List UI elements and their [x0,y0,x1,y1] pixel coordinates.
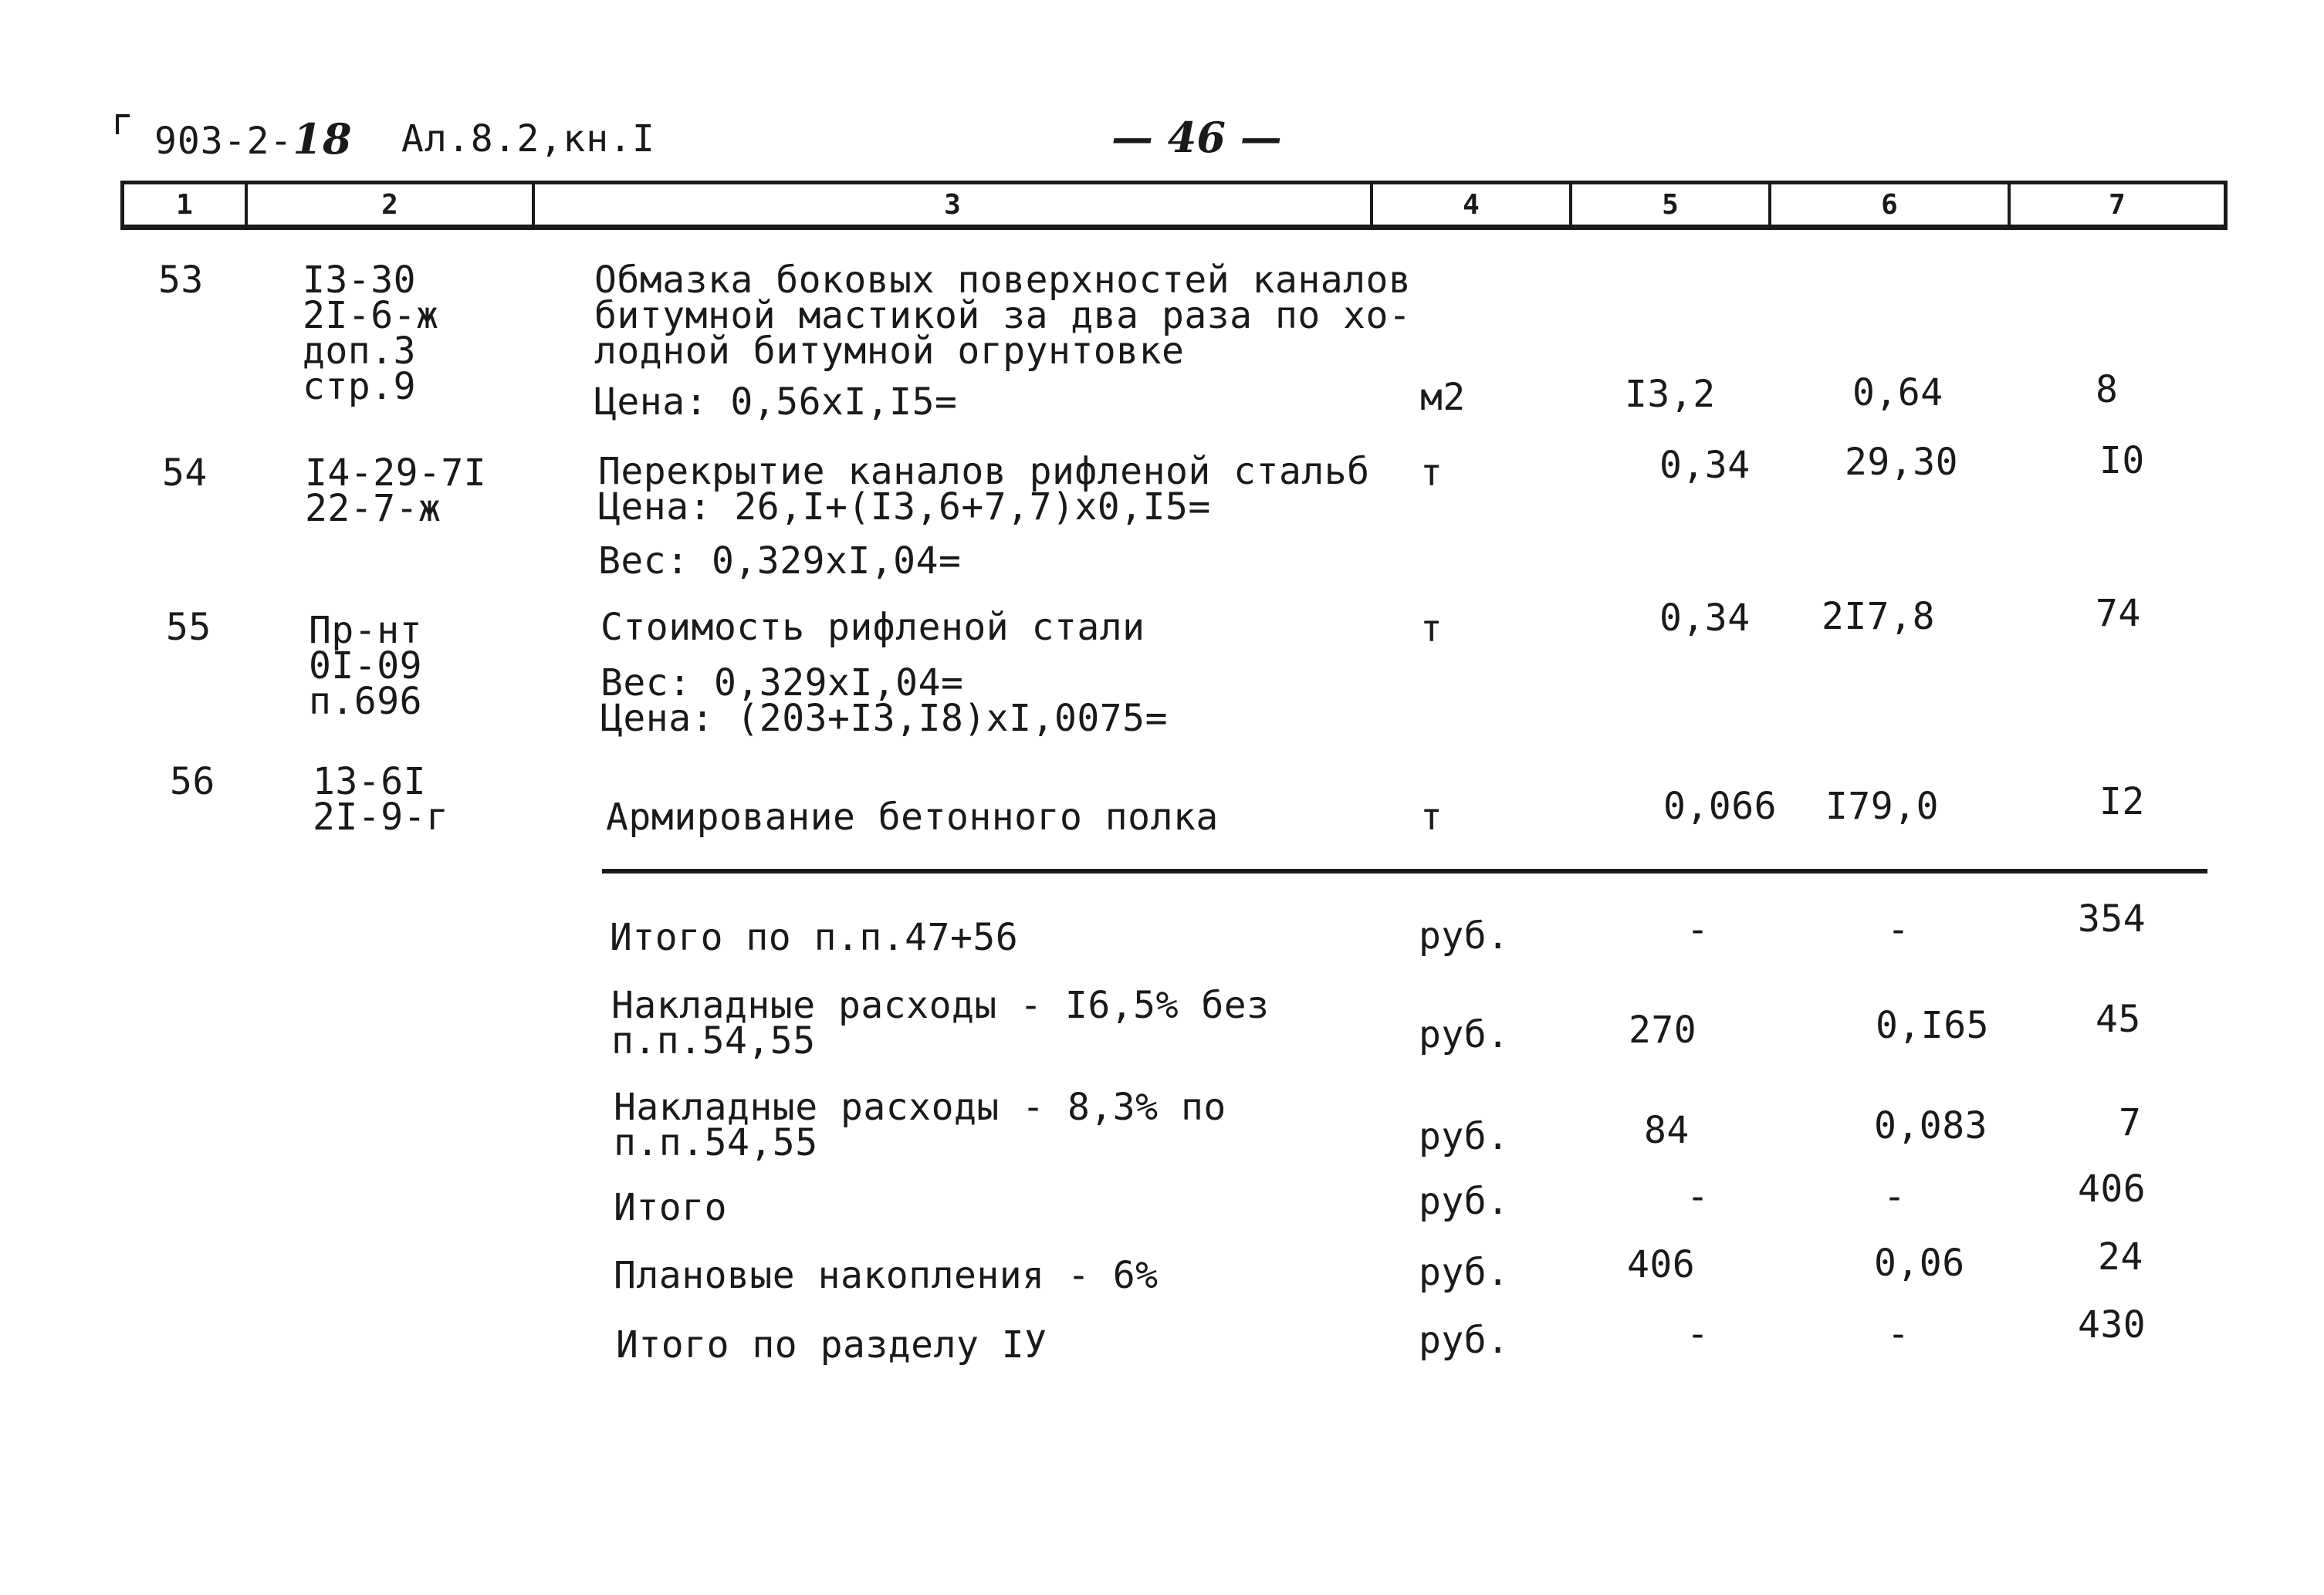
column-header-2: 2 [248,184,535,225]
row-description: Обмазка боковых поверхностей каналов битумной мастикой за два раза по хо- лодной битумной огрунтовке [594,259,1412,373]
row-unit-price: 2I7,8 [1822,595,1935,638]
row-unit-price: I79,0 [1825,785,1939,828]
document-code-prefix: 903-2- [154,120,293,163]
summary-label: Накладные расходы - 8,3% по п.п.54,55 [614,1086,1226,1164]
row-total: 74 [2096,592,2141,635]
row-quantity: 0,066 [1663,785,1777,828]
column-header-7: 7 [2109,188,2126,221]
summary-total: 406 [2078,1168,2146,1211]
summary-unit: руб. [1419,1319,1510,1362]
document-code-handwritten: 18 [293,114,353,164]
row-unit: т [1420,796,1443,839]
row-description: Стоимость рифленой стали [600,606,1145,649]
column-header-table [120,181,2228,230]
summary-unit: руб. [1419,1013,1510,1056]
summary-unit: руб. [1419,1251,1510,1294]
row-unit-price: 0,64 [1852,371,1943,414]
summary-rate: - [1883,1175,1906,1218]
row-quantity: 0,34 [1659,596,1751,640]
summary-quantity: 406 [1627,1243,1696,1286]
row-unit: т [1420,451,1443,495]
row-quantity: 0,34 [1659,444,1751,487]
summary-rate: - [1887,1313,1910,1356]
document-code [154,114,353,164]
summary-rate: 0,06 [1874,1242,1965,1285]
row-code: Пр-нт 0I-09 п.696 [309,609,422,723]
summary-quantity: 84 [1644,1109,1690,1152]
summary-quantity: 270 [1629,1009,1697,1052]
column-header-5: 5 [1572,184,1771,225]
column-header-4: 4 [1373,184,1572,225]
summary-rate: 0,083 [1874,1104,1987,1147]
row-number: 53 [158,259,204,302]
row-description: Перекрытие каналов рифленой стальб Цена: 26,I+(I3,6+7,7)x0,I5= [598,450,1370,529]
summary-quantity: - [1686,1313,1710,1356]
page-number: — 46 — [1111,113,1282,162]
row-description: Армирование бетонного полка [606,796,1219,839]
summary-total: 45 [2096,998,2141,1041]
row-number: 56 [170,760,215,803]
corner-mark [116,114,130,134]
row-code: I3-30 2I-6-ж доп.3 стр.9 [303,259,439,408]
summary-rate: - [1887,908,1910,951]
summary-total: 24 [2098,1235,2143,1279]
summary-unit: руб. [1419,1180,1510,1223]
column-header-6: 6 [1771,184,2011,225]
row-unit: т [1420,607,1443,651]
row-total: 8 [2096,368,2119,411]
column-header-1: 1 [124,184,248,225]
summary-label: Итого по п.п.47+56 [610,916,1019,959]
summary-rate: 0,I65 [1876,1004,1989,1047]
summary-unit: руб. [1419,914,1510,958]
album-reference: Ал.8.2,кн.I [401,117,655,161]
row-number: 54 [162,451,208,495]
row-unit-price: 29,30 [1845,441,1958,484]
summary-label: Плановые накопления - 6% [614,1254,1159,1297]
summary-separator [602,869,2207,874]
row-formula: Вес: 0,329xI,04= Цена: (203+I3,I8)xI,0075= [600,661,1168,740]
summary-total: 7 [2119,1101,2142,1144]
row-unit: м2 [1420,376,1466,419]
summary-label: Итого по разделу IУ [616,1323,1047,1367]
summary-label: Накладные расходы - I6,5% без п.п.54,55 [611,984,1270,1063]
row-total: I2 [2099,780,2145,823]
summary-quantity: - [1686,1175,1710,1218]
column-header-3: 3 [535,184,1373,225]
summary-label: Итого [614,1186,727,1229]
summary-total: 354 [2078,897,2146,941]
row-formula: Вес: 0,329xI,04= [598,539,962,583]
summary-quantity: - [1686,908,1710,951]
row-number: 55 [166,606,211,649]
row-formula: Цена: 0,56xI,I5= [594,380,958,424]
summary-total: 430 [2078,1303,2146,1347]
summary-unit: руб. [1419,1115,1510,1158]
row-code: I4-29-7I 22-7-ж [305,451,487,530]
row-total: I0 [2099,439,2145,482]
row-quantity: I3,2 [1625,373,1716,416]
row-code: 13-6I 2I-9-г [313,760,449,839]
